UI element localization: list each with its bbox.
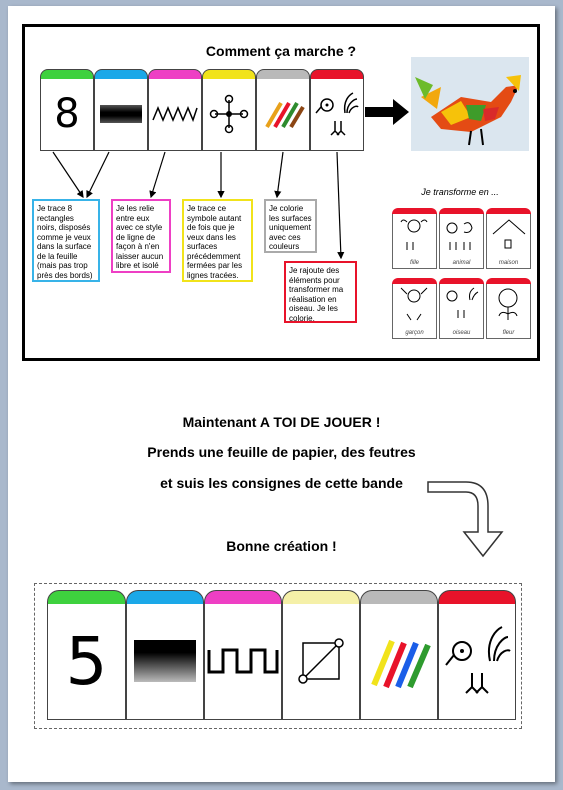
colored-pencils-icon <box>366 631 432 691</box>
instruction-line-2: Prends une feuille de papier, des feutres <box>147 444 416 460</box>
transform-label-fleur: fleur <box>502 330 515 336</box>
transform-card-fleur <box>486 283 531 339</box>
activity-cell-colors <box>360 603 438 720</box>
activity-cell-line <box>204 603 282 720</box>
activity-cell-symbol <box>282 603 360 720</box>
tab-grey <box>360 590 438 604</box>
instruction-line-3: et suis les consignes de cette bande <box>160 475 403 491</box>
transform-label-oiseau: oiseau <box>452 330 471 336</box>
square-diagonal-icon <box>293 633 349 689</box>
tab-green <box>47 590 126 604</box>
instruction-box-3: Je trace ce symbole autant de fois que je veux dans les surfaces précédemment fermées par les lignes tracées. <box>182 199 253 282</box>
transform-label-maison: maison <box>498 260 519 266</box>
transform-card-garcon <box>392 283 437 339</box>
digit-eight: 8 <box>54 91 80 137</box>
transform-card-maison <box>486 213 531 269</box>
curved-down-arrow-icon <box>426 476 508 560</box>
transform-card-oiseau <box>439 283 484 339</box>
digit-five: 5 <box>65 622 108 700</box>
instruction-box-4: Je colorie les surfaces uniquement avec ces couleurs <box>264 199 317 253</box>
tab-yellow <box>282 590 360 604</box>
instruction-box-1: Je trace 8 rectangles noirs, disposés comme je veux dans la surface de la feuille (mais pas trop près des bords) <box>32 199 100 282</box>
activity-cell-bird <box>438 603 516 720</box>
transform-label-fille: fille <box>409 260 419 266</box>
transform-card-fille <box>392 213 437 269</box>
page <box>8 6 555 782</box>
instruction-line-4: Bonne création ! <box>226 538 337 554</box>
example-frame <box>22 24 540 361</box>
instruction-box-5: Je rajoute des éléments pour transformer ma réalisation en oiseau. Je les colorie. <box>284 261 357 323</box>
bird-parts-icon <box>442 621 512 701</box>
tab-pink <box>204 590 282 604</box>
black-rectangle-icon <box>134 640 196 682</box>
example-title: Comment ça marche ? <box>205 43 357 59</box>
activity-strip <box>47 603 516 720</box>
instruction-line-1: Maintenant A TOI DE JOUER ! <box>182 414 381 430</box>
transform-label-garcon: garçon <box>405 330 424 336</box>
instruction-box-2: Je les relie entre eux avec ce style de ligne de façon à n'en laisser aucun libre et isolé <box>111 199 171 273</box>
tab-blue <box>126 590 204 604</box>
transform-heading: Je transforme en ... <box>421 187 499 197</box>
activity-cell-digit <box>47 603 126 720</box>
activity-cell-rectangle <box>126 603 204 720</box>
tab-red <box>438 590 516 604</box>
square-wave-line-icon <box>207 646 279 676</box>
transform-card-animal <box>439 213 484 269</box>
transform-label-animal: animal <box>452 260 471 266</box>
